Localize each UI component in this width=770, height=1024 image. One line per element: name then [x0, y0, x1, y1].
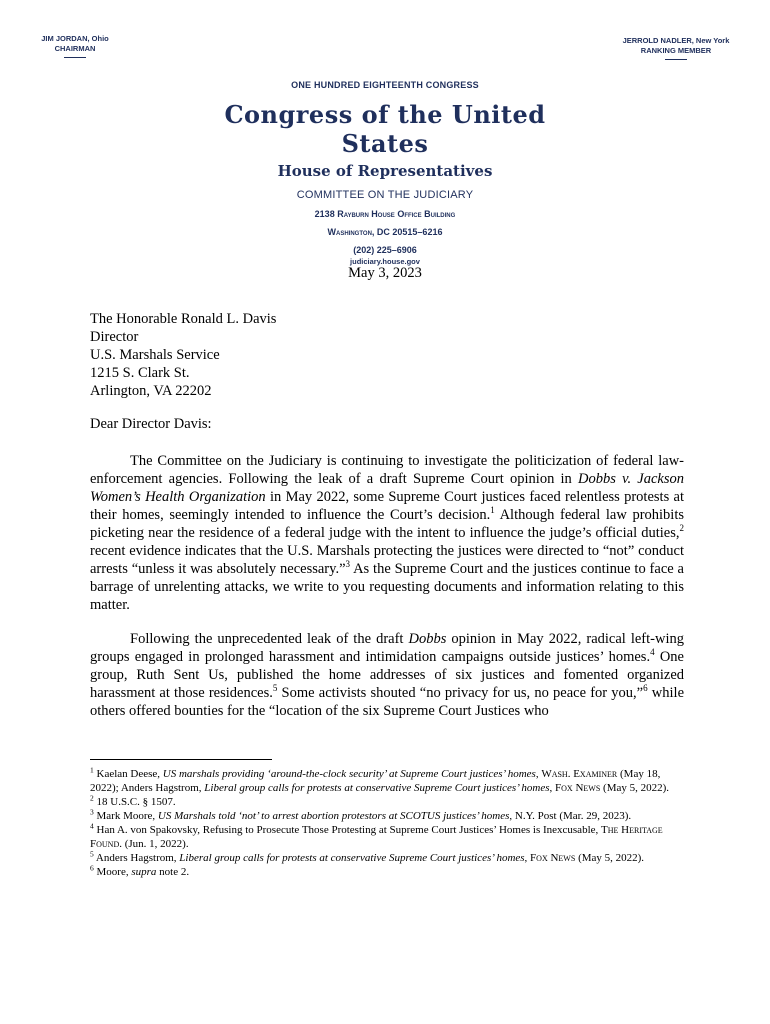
letter-date: May 3, 2023	[348, 265, 422, 281]
footnote-5: $^5$ Anders Hagstrom, Liberal group calls for protests at conservative Supreme Court justices’ homes, Fox News (May 5, 2022).	[90, 849, 645, 864]
letterhead-committee: COMMITTEE ON THE JUDICIARY	[296, 189, 474, 201]
congress-number: ONE HUNDRED EIGHTEENTH CONGRESS	[291, 80, 479, 90]
footnotes	[90, 767, 684, 879]
footnote-ref: 2	[679, 523, 684, 534]
footnote-3: $^3$ Mark Moore, US Marshals told ‘not’ to arrest abortion protestors at SCOTUS justices’ homes, N.Y. Post (Mar. 29, 2023).	[90, 807, 632, 822]
chairman-name: JIM JORDAN, Ohio	[41, 34, 109, 43]
chairman-block	[40, 34, 110, 58]
salutation: Dear Director Davis:	[90, 416, 212, 432]
ranking-member-name: JERROLD NADLER, New York	[622, 36, 730, 45]
case-name: Dobbs v. Jackson Women’s Health Organization	[90, 471, 684, 505]
ranking-member-rule	[665, 59, 687, 60]
footnote-separator	[90, 759, 272, 760]
footnote-2: $^2$ 18 U.S.C. § 1507.	[90, 793, 176, 808]
ranking-member-title: RANKING MEMBER	[640, 46, 712, 55]
recipient-address	[90, 310, 276, 400]
footnote-6: $^6$ Moore, supra note 2.	[90, 863, 190, 878]
recipient-line: U.S. Marshals Service	[90, 347, 220, 363]
letterhead-title: Congress of the United States	[224, 100, 546, 158]
case-short-name: Dobbs	[408, 631, 447, 647]
body-paragraph-1: The Committee on the Judiciary is continuing to investigate the politicization of federal law-enforcement agencies. Following the leak of a draft Supreme Court opinion in Dobbs v. Jackson Women’s Health Organization in May 2022, some Supreme Court justices faced relentless protests at their homes, seemingly intended to influence the Court’s decision.$^1$ Although federal law prohibits picketing near the residence of a federal judge with the intent to influence the judge’s official duties,$^2$ recent evidence indicates that the U.S. Marshals protecting the justices were directed to “not” conduct arrests “unless it was absolutely necessary.”$^3$ As the Supreme Court and the justices continue to face a barrage of unrelenting attacks, we write to you requesting documents and information relating to this matter.	[90, 453, 685, 613]
letterhead-address-line1: 2138 Rayburn House Office Building	[314, 209, 456, 219]
letterhead-address-line2: Washington, DC 20515–6216	[327, 227, 443, 237]
chairman-title: CHAIRMAN	[54, 44, 96, 53]
letterhead-phone: (202) 225–6906	[353, 245, 417, 255]
letterhead-house: House of Representatives	[277, 162, 493, 180]
ranking-member-block	[612, 36, 740, 60]
body-paragraph-2: Following the unprecedented leak of the draft Dobbs opinion in May 2022, radical left-wing groups engaged in prolonged harassment and intimidation campaigns outside justices’ homes.$^4$ One group, Ruth Sent Us, published the home addresses of six justices and fomented organized harassment at those residences.$^5$ Some activists shouted “no privacy for us, no peace for you,”$^6$ while others offered bounties for the “location of the six Supreme Court Justices who	[90, 631, 685, 719]
recipient-line: Director	[90, 329, 139, 345]
recipient-line: The Honorable Ronald L. Davis	[90, 311, 277, 327]
footnote-ref: 3	[345, 559, 351, 570]
recipient-line: 1215 S. Clark St.	[90, 365, 190, 381]
chairman-rule	[64, 57, 86, 58]
footnote-ref: 4	[650, 647, 655, 658]
recipient-line: Arlington, VA 22202	[90, 383, 212, 399]
footnote-ref: 5	[272, 683, 278, 694]
footnote-ref: 6	[643, 683, 648, 694]
letterhead-website: judiciary.house.gov	[350, 257, 420, 266]
footnote-ref: 1	[490, 505, 495, 516]
footnote-4: $^4$ Han A. von Spakovsky, Refusing to Prosecute Those Protesting at Supreme Court Justices’ Homes is Inexcusable, The Heritage Found. (Jun. 1, 2022).	[90, 821, 663, 850]
footnote-1: $^1$ Kaelan Deese, US marshals providing ‘around-the-clock security’ at Supreme Court justices’ homes, Wash. Examiner (May 18, 2022); Anders Hagstrom, Liberal group calls for protests at conservative Supreme Court justices’ homes, Fox News (May 5, 2022).	[90, 765, 670, 794]
letterhead	[185, 80, 585, 266]
